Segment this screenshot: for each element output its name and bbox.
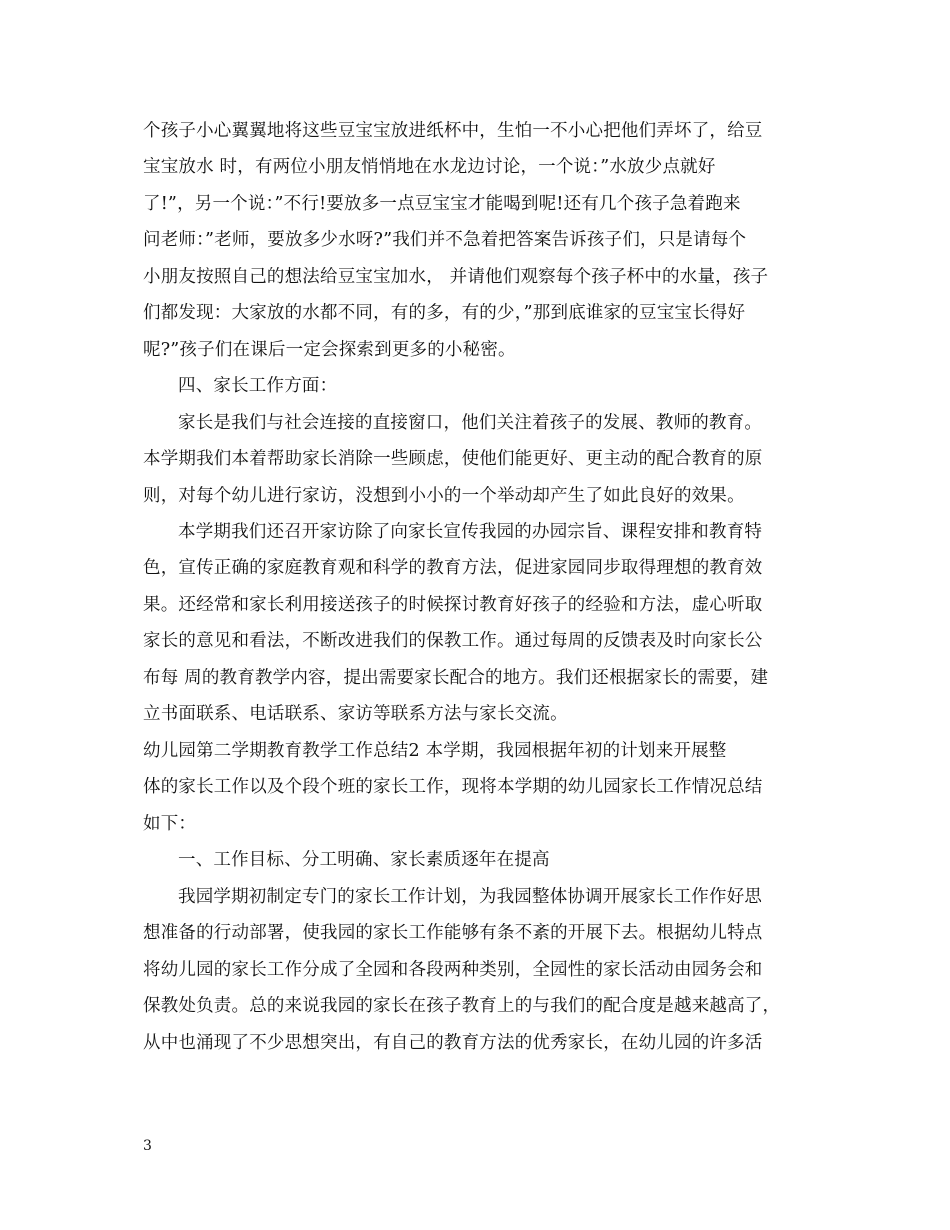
- text-line: 则，对每个幼儿进行家访，没想到小小的一个举动却产生了如此良好的效果。: [143, 486, 745, 506]
- text-line: 色，宣传正确的家庭教育观和科学的教育方法，促进家园同步取得理想的教育效: [143, 558, 763, 578]
- text-line: 体的家长工作以及个段个班的家长工作，现将本学期的幼儿园家长工作情况总结: [143, 777, 763, 797]
- text-line: 想准备的行动部署，使我园的家长工作能够有条不紊的开展下去。根据幼儿特点: [143, 923, 763, 943]
- text-line: 布每 周的教育教学内容，提出需要家长配合的地方。我们还根据家长的需要，建: [143, 668, 769, 688]
- text-line: 果。还经常和家长利用接送孩子的时候探讨教育好孩子的经验和方法，虚心听取: [143, 595, 763, 615]
- text-line: 立书面联系、电话联系、家访等联系方法与家长交流。: [143, 704, 568, 724]
- text-line: 宝宝放水 时，有两位小朋友悄悄地在水龙边讨论，一个说：”水放少点就好: [143, 157, 716, 177]
- text-line: 问老师：”老师，要放多少水呀?”我们并不急着把答案告诉孩子们，只是请每个: [143, 230, 747, 250]
- text-line: 家长是我们与社会连接的直接窗口，他们关注着孩子的发展、教师的教育。: [178, 413, 763, 433]
- text-line: 个孩子小心翼翼地将这些豆宝宝放进纸杯中，生怕一不小心把他们弄坏了，给豆: [143, 121, 763, 141]
- text-line: 如下：: [143, 814, 197, 834]
- text-line: 保教处负责。总的来说我园的家长在孩子教育上的与我们的配合度是越来越高了，: [143, 996, 781, 1016]
- text-line: 本学期我们本着帮助家长消除一些顾虑，使他们能更好、更主动的配合教育的原: [143, 449, 763, 469]
- section-heading: 一、工作目标、分工明确、家长素质逐年在提高: [178, 850, 550, 870]
- page-number: 3: [143, 1138, 152, 1154]
- text-line: 了!”，另一个说：”不行!要放多一点豆宝宝才能喝到呢!还有几个孩子急着跑来: [143, 194, 741, 214]
- text-line: 本学期我们还召开家访除了向家长宣传我园的办园宗旨、课程安排和教育特: [178, 522, 763, 542]
- text-line: 幼儿园第二学期教育教学工作总结2 本学期，我园根据年初的计划来开展整: [143, 741, 727, 761]
- section-heading: 四、家长工作方面：: [178, 376, 338, 396]
- text-line: 小朋友按照自己的想法给豆宝宝加水， 并请他们观察每个孩子杯中的水量，孩子: [143, 267, 769, 287]
- text-line: 呢?”孩子们在课后一定会探索到更多的小秘密。: [143, 340, 516, 360]
- text-line: 家长的意见和看法，不断改进我们的保教工作。通过每周的反馈表及时向家长公: [143, 631, 763, 651]
- text-line: 们都发现：大家放的水都不同，有的多，有的少，”那到底谁家的豆宝宝长得好: [143, 303, 746, 323]
- text-line: 我园学期初制定专门的家长工作计划，为我园整体协调开展家长工作作好思: [178, 887, 763, 907]
- text-line: 将幼儿园的家长工作分成了全园和各段两种类别，全园性的家长活动由园务会和: [143, 960, 763, 980]
- text-line: 从中也涌现了不少思想突出，有自己的教育方法的优秀家长，在幼儿园的许多活: [143, 1033, 763, 1053]
